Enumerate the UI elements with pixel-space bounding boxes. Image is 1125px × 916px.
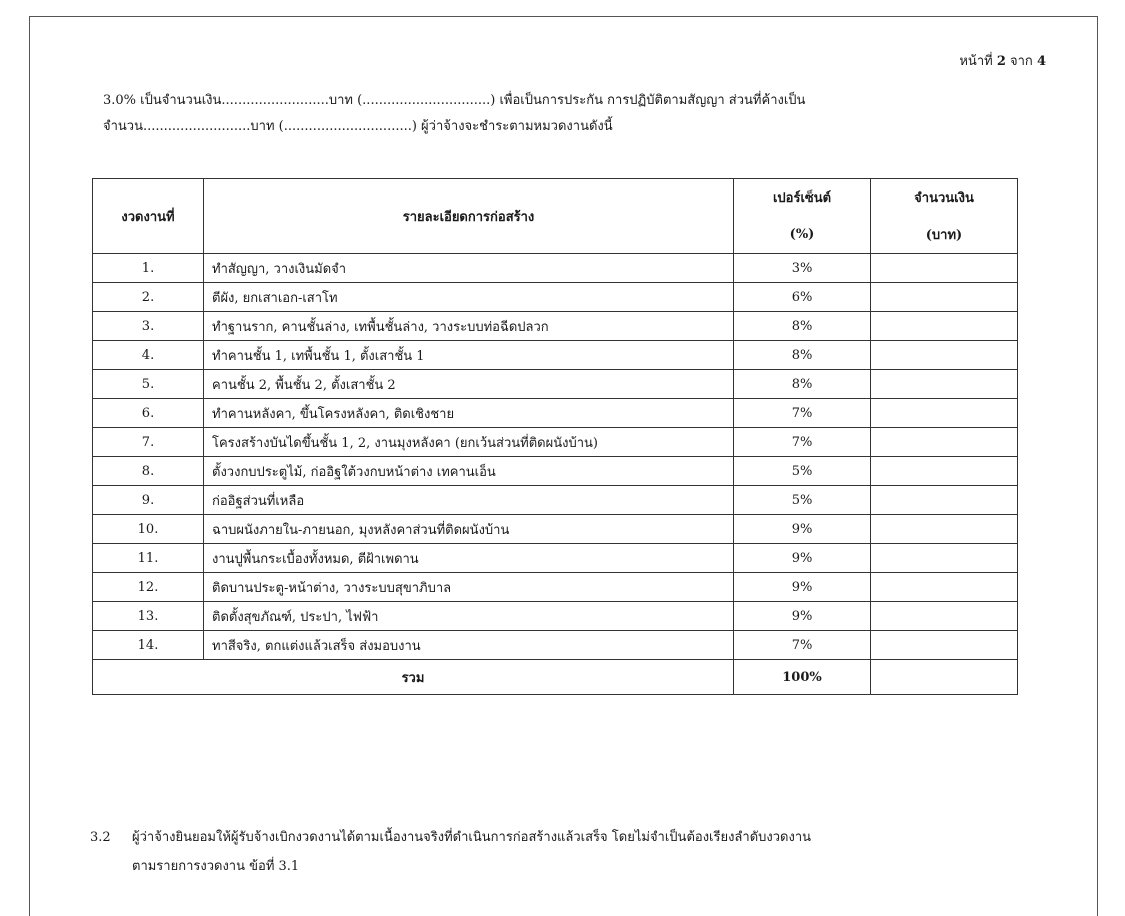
page-number-prefix: หน้าที่ <box>959 54 993 69</box>
row-description: ทาสีจริง, ตกแต่งแล้วเสร็จ ส่งมอบงาน <box>204 631 734 660</box>
row-number: 14. <box>93 631 204 660</box>
table-row <box>93 254 1018 283</box>
row-amount <box>871 544 1018 573</box>
header-amount-unit: (บาท) <box>871 216 1018 254</box>
row-percent: 3% <box>734 254 871 283</box>
table-row <box>93 399 1018 428</box>
table-row <box>93 573 1018 602</box>
row-number: 12. <box>93 573 204 602</box>
table-row <box>93 341 1018 370</box>
row-amount <box>871 486 1018 515</box>
row-percent: 7% <box>734 428 871 457</box>
page-number-middle: จาก <box>1010 54 1033 69</box>
clause-number: 3.2 <box>90 830 111 845</box>
header-description: รายละเอียดการก่อสร้าง <box>204 179 734 254</box>
row-description: โครงสร้างบันไดขึ้นชั้น 1, 2, งานมุงหลังคา (ยกเว้นส่วนที่ติดผนังบ้าน) <box>204 428 734 457</box>
row-amount <box>871 428 1018 457</box>
row-number: 13. <box>93 602 204 631</box>
row-number: 3. <box>93 312 204 341</box>
row-description: ก่ออิฐส่วนที่เหลือ <box>204 486 734 515</box>
row-number: 9. <box>93 486 204 515</box>
row-description: ทำสัญญา, วางเงินมัดจำ <box>204 254 734 283</box>
row-number: 1. <box>93 254 204 283</box>
row-amount <box>871 602 1018 631</box>
row-number: 4. <box>93 341 204 370</box>
row-number: 7. <box>93 428 204 457</box>
total-amount <box>871 660 1018 695</box>
row-amount <box>871 370 1018 399</box>
row-percent: 6% <box>734 283 871 312</box>
table-row <box>93 370 1018 399</box>
table-row <box>93 515 1018 544</box>
clause-3-2 <box>90 823 1050 881</box>
row-number: 11. <box>93 544 204 573</box>
row-description: ทำคานหลังคา, ขึ้นโครงหลังคา, ติดเชิงชาย <box>204 399 734 428</box>
row-number: 10. <box>93 515 204 544</box>
table-row <box>93 457 1018 486</box>
payment-schedule-table <box>92 178 1018 695</box>
row-amount <box>871 283 1018 312</box>
row-description: ติดตั้งสุขภัณฑ์, ประปา, ไฟฟ้า <box>204 602 734 631</box>
row-number: 8. <box>93 457 204 486</box>
row-amount <box>871 341 1018 370</box>
row-amount <box>871 631 1018 660</box>
total-percent: 100% <box>734 660 871 695</box>
row-amount <box>871 312 1018 341</box>
table-row <box>93 544 1018 573</box>
row-percent: 9% <box>734 544 871 573</box>
intro-line-2: จำนวน..........................บาท (...............................) ผู้ว่าจ้างจะชำระตามหมวดงานดังนี้ <box>103 119 613 134</box>
clause-line-2: ตามรายการงวดงาน ข้อที่ 3.1 <box>132 859 300 874</box>
row-number: 2. <box>93 283 204 312</box>
row-amount <box>871 573 1018 602</box>
row-percent: 9% <box>734 573 871 602</box>
row-description: ฉาบผนังภายใน-ภายนอก, มุงหลังคาส่วนที่ติดผนังบ้าน <box>204 515 734 544</box>
row-description: ทำฐานราก, คานชั้นล่าง, เทพื้นชั้นล่าง, วางระบบท่อฉีดปลวก <box>204 312 734 341</box>
page-number <box>959 50 1046 71</box>
row-percent: 7% <box>734 631 871 660</box>
row-description: ตีผัง, ยกเสาเอก-เสาโท <box>204 283 734 312</box>
table-body <box>93 254 1018 660</box>
page-number-total: 4 <box>1036 54 1046 69</box>
total-label: รวม <box>93 660 734 695</box>
row-amount <box>871 254 1018 283</box>
intro-line-1: 3.0% เป็นจำนวนเงิน..........................บาท (...............................) เพื่อเป็นการประกัน การปฏิบัติตามสัญญา ส่วนที่ค้างเป็น <box>103 93 806 108</box>
row-percent: 9% <box>734 515 871 544</box>
row-percent: 8% <box>734 341 871 370</box>
clause-line-1: ผู้ว่าจ้างยินยอมให้ผู้รับจ้างเบิกงวดงานได้ตามเนื้องานจริงที่ดำเนินการก่อสร้างแล้วเสร็จ โดยไม่จำเป็นต้องเรียงลำดับงวดงาน <box>132 830 812 845</box>
row-percent: 7% <box>734 399 871 428</box>
row-percent: 8% <box>734 370 871 399</box>
row-description: ทำคานชั้น 1, เทพื้นชั้น 1, ตั้งเสาชั้น 1 <box>204 341 734 370</box>
page-number-current: 2 <box>996 54 1006 69</box>
header-installment-no: งวดงานที่ <box>93 179 204 254</box>
table-row <box>93 428 1018 457</box>
row-number: 6. <box>93 399 204 428</box>
table-row <box>93 486 1018 515</box>
header-amount: จำนวนเงิน <box>871 179 1018 217</box>
table-row <box>93 631 1018 660</box>
row-description: งานปูพื้นกระเบื้องทั้งหมด, ตีฝ้าเพดาน <box>204 544 734 573</box>
row-percent: 5% <box>734 457 871 486</box>
row-amount <box>871 399 1018 428</box>
header-percent: เปอร์เซ็นต์ <box>734 179 871 217</box>
total-row <box>93 660 1018 695</box>
row-number: 5. <box>93 370 204 399</box>
row-percent: 5% <box>734 486 871 515</box>
header-percent-unit: (%) <box>734 216 871 254</box>
table-row <box>93 283 1018 312</box>
row-description: ติดบานประตู-หน้าต่าง, วางระบบสุขาภิบาล <box>204 573 734 602</box>
row-amount <box>871 457 1018 486</box>
intro-paragraph <box>103 88 1033 140</box>
row-percent: 8% <box>734 312 871 341</box>
row-description: ตั้งวงกบประตูไม้, ก่ออิฐใต้วงกบหน้าต่าง เทคานเอ็น <box>204 457 734 486</box>
row-percent: 9% <box>734 602 871 631</box>
table-row <box>93 312 1018 341</box>
table-row <box>93 602 1018 631</box>
row-amount <box>871 515 1018 544</box>
row-description: คานชั้น 2, พื้นชั้น 2, ตั้งเสาชั้น 2 <box>204 370 734 399</box>
